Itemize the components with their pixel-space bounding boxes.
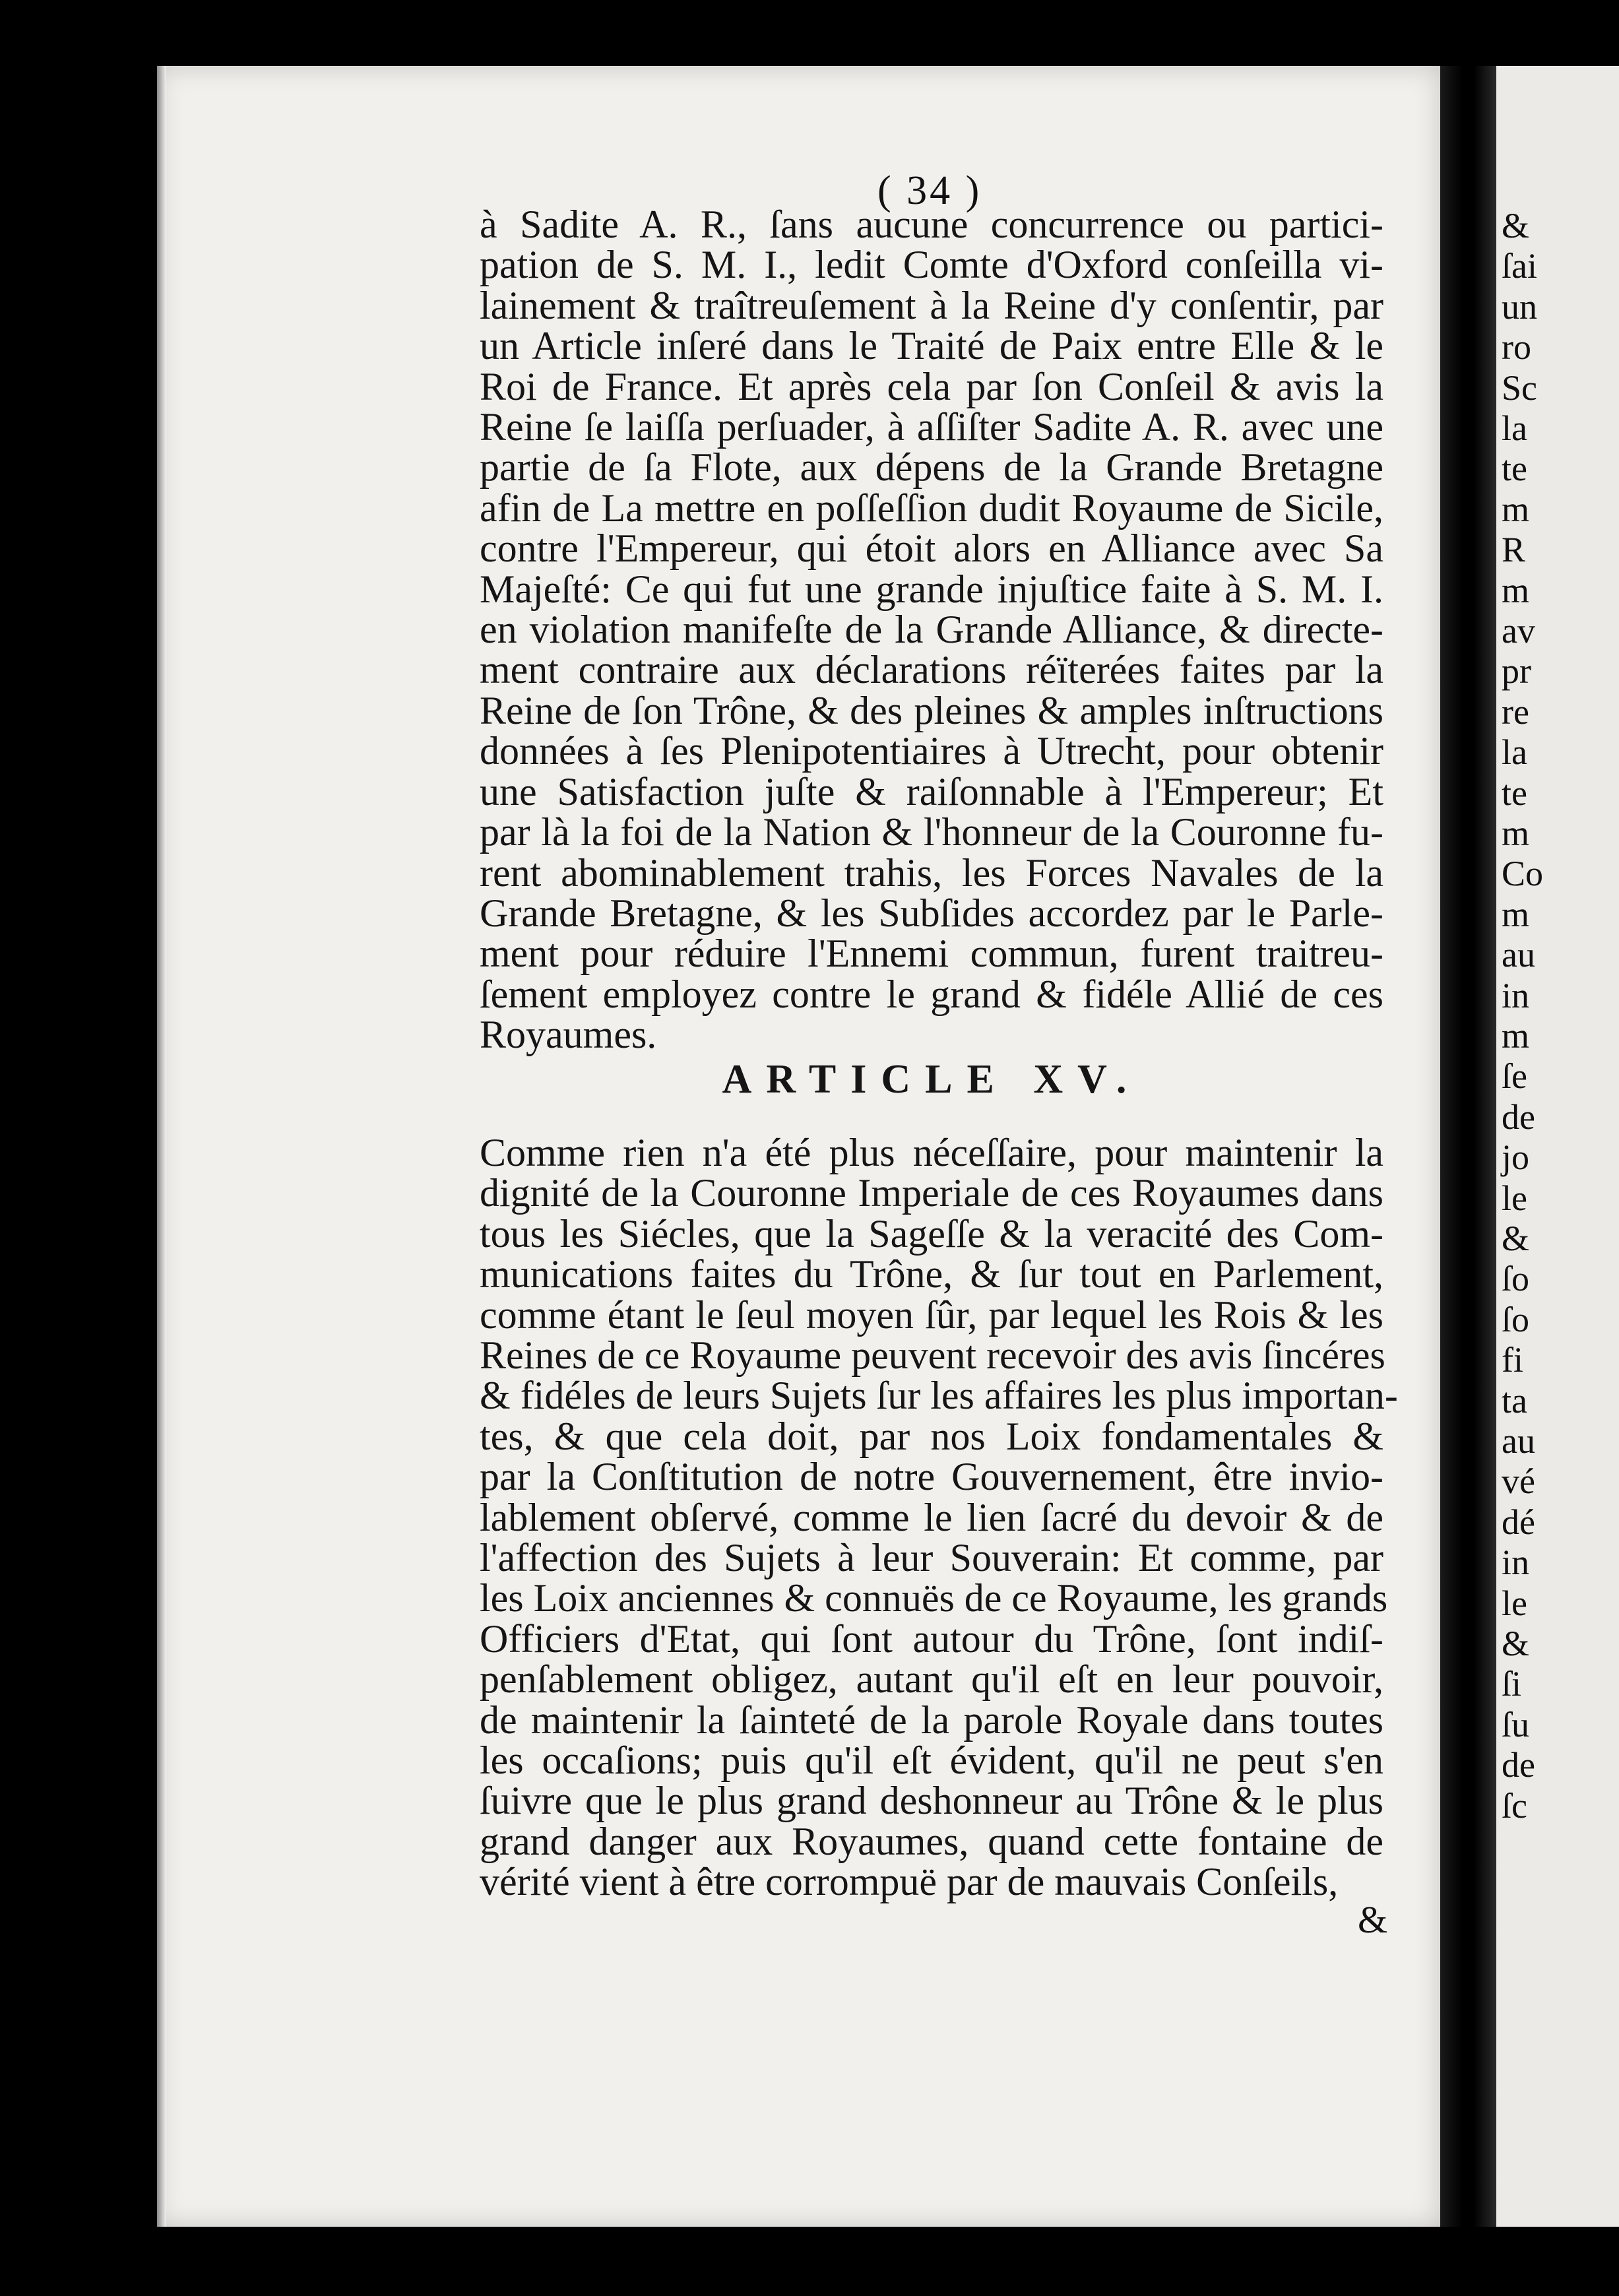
text-line: Majeſté: Ce qui fut une grande injuſtice faite à S. M. I. [480, 567, 1383, 611]
facing-page-line: m [1502, 1016, 1530, 1056]
facing-page-line: un [1502, 286, 1537, 327]
facing-page-line: re [1502, 691, 1529, 732]
body-text [480, 203, 1398, 1904]
text-line: & fidéles de leurs Sujets ſur les affaires les plus importan- [480, 1374, 1398, 1418]
text-line: munications faites du Trône, & ſur tout en Parlement, [480, 1252, 1383, 1296]
text-line: un Article inſeré dans le Traité de Paix entre Elle & le [480, 324, 1383, 368]
text-line: en violation manifeſte de la Grande Alliance, & directe- [480, 608, 1383, 652]
facing-page-line: de [1502, 1745, 1535, 1785]
text-line: vérité vient à être corrompuë par de mauvais Conſeils, [480, 1860, 1339, 1904]
text-line: penſablement obligez, autant qu'il eſt en leur pouvoir, [480, 1657, 1383, 1702]
text-line: pation de S. M. I., ledit Comte d'Oxford conſeilla vi- [480, 243, 1383, 287]
facing-page-line: te [1502, 449, 1527, 489]
text-line: rent abominablement trahis, les Forces Navales de la [480, 850, 1383, 895]
text-line: contre l'Empereur, qui étoit alors en Alliance avec Sa [480, 526, 1383, 571]
text-line: Reine ſe laiſſa perſuader, à aſſiſter Sadite A. R. avec une [480, 405, 1383, 449]
facing-page-line: m [1502, 489, 1530, 529]
facing-page-line: ro [1502, 327, 1531, 367]
facing-page-line: m [1502, 813, 1530, 853]
text-line: Royaumes. [480, 1013, 657, 1057]
text-line: Officiers d'Etat, qui ſont autour du Trône, ſont indiſ- [480, 1616, 1383, 1661]
facing-page-line: & [1502, 206, 1530, 245]
facing-page-line: m [1502, 894, 1530, 934]
facing-page-line: ſc [1502, 1785, 1527, 1826]
facing-page-line: ſi [1502, 1664, 1522, 1704]
text-line: données à ſes Plenipotentiaires à Utrecht, pour obtenir [480, 729, 1383, 773]
text-line: Grande Bretagne, & les Subſides accordez par le Parle- [480, 891, 1383, 935]
facing-page-line: ſu [1502, 1704, 1530, 1744]
text-line: de maintenir la ſainteté de la parole Royale dans toutes [480, 1698, 1383, 1742]
text-line: lainement & traîtreuſement à la Reine d'y conſentir, par [480, 283, 1383, 327]
text-line: ment contraire aux déclarations réïterées faites par la [480, 648, 1383, 692]
facing-page-line: in [1502, 1543, 1530, 1583]
text-line: afin de La mettre en poſſeſſion dudit Royaume de Sicile, [480, 486, 1383, 530]
facing-page-line: de [1502, 1097, 1535, 1137]
facing-page-line: R [1502, 530, 1526, 570]
text-line: l'affection des Sujets à leur Souverain: Et comme, par [480, 1536, 1383, 1579]
facing-page-line: ſo [1502, 1259, 1530, 1299]
text-line: Reine de ſon Trône, & des pleines & amples inſtructions [480, 688, 1383, 732]
text-line: dignité de la Couronne Imperiale de ces Royaumes dans [480, 1171, 1383, 1215]
facing-page-line: te [1502, 773, 1527, 813]
text-line: par là la foi de la Nation & l'honneur de la Couronne fu- [480, 810, 1383, 854]
text-line: tous les Siécles, que la Sageſſe & la veracité des Com- [480, 1211, 1383, 1256]
facing-page [1496, 66, 1619, 2227]
text-line: ment pour réduire l'Ennemi commun, furent traitreu- [480, 932, 1383, 976]
facing-page-line: le [1502, 1583, 1527, 1623]
facing-page-line: ta [1502, 1380, 1527, 1420]
facing-page-line: ſe [1502, 1056, 1527, 1097]
text-line: par la Conſtitution de notre Gouvernement, être invio- [480, 1455, 1383, 1499]
text-line: grand danger aux Royaumes, quand cette fontaine de [480, 1819, 1383, 1863]
page-edge [157, 66, 166, 2227]
facing-page-line: in [1502, 975, 1530, 1015]
facing-page-line: m [1502, 570, 1530, 610]
facing-page-line: & [1502, 1624, 1530, 1663]
text-line: ſuivre que le plus grand deshonneur au Trône & le plus [480, 1779, 1383, 1823]
text-line: à Sadite A. R., ſans aucune concurrence ou partici- [480, 203, 1383, 246]
text-line: ſement employez contre le grand & fidéle Allié de ces [480, 972, 1383, 1016]
facing-page-line: av [1502, 611, 1535, 651]
facing-page-line: fi [1502, 1340, 1523, 1380]
facing-page-line: la [1502, 732, 1527, 773]
article-heading: ARTICLE XV. [722, 1056, 1141, 1102]
page-number: ( 34 ) [877, 168, 982, 213]
facing-page-line: le [1502, 1178, 1527, 1218]
text-line: Comme rien n'a été plus néceſſaire, pour maintenir la [480, 1130, 1383, 1174]
facing-page-line: vé [1502, 1461, 1535, 1502]
catchword: & [1358, 1898, 1388, 1941]
facing-page-line: ſo [1502, 1299, 1530, 1339]
facing-page-line: au [1502, 1421, 1535, 1461]
text-line: lablement obſervé, comme le lien ſacré du devoir & de [480, 1495, 1383, 1539]
text-line: partie de ſa Flote, aux dépens de la Grande Bretagne [480, 445, 1383, 490]
paragraph-article-xiv [480, 205, 1383, 1056]
text-line: comme étant le ſeul moyen ſûr, par lequel les Rois & les [480, 1292, 1383, 1337]
facing-page-line: la [1502, 408, 1527, 448]
paragraph-article-xv [480, 1130, 1398, 1904]
book-gutter [1440, 66, 1496, 2227]
facing-page-line: & [1502, 1219, 1530, 1258]
text-line: tes, & que cela doit, par nos Loix fondamentales & [480, 1414, 1383, 1458]
facing-page-line: dé [1502, 1502, 1535, 1542]
text-line: les occaſions; puis qu'il eſt évident, qu'il ne peut s'en [480, 1738, 1383, 1783]
facing-page-line: Sc [1502, 367, 1537, 408]
text-line: les Loix anciennes & connuës de ce Royaume, les grands [480, 1576, 1388, 1620]
facing-page-line: jo [1502, 1137, 1530, 1178]
text-line: une Satisfaction juſte & raiſonnable à l'Empereur; Et [480, 769, 1383, 813]
facing-page-line: pr [1502, 651, 1531, 691]
facing-page-line: au [1502, 935, 1535, 975]
facing-page-line: ſai [1502, 246, 1537, 286]
text-line: Roi de France. Et après cela par ſon Conſeil & avis la [480, 364, 1383, 408]
facing-page-line: Co [1502, 854, 1544, 894]
text-line: Reines de ce Royaume peuvent recevoir des avis ſincéres [480, 1333, 1385, 1377]
